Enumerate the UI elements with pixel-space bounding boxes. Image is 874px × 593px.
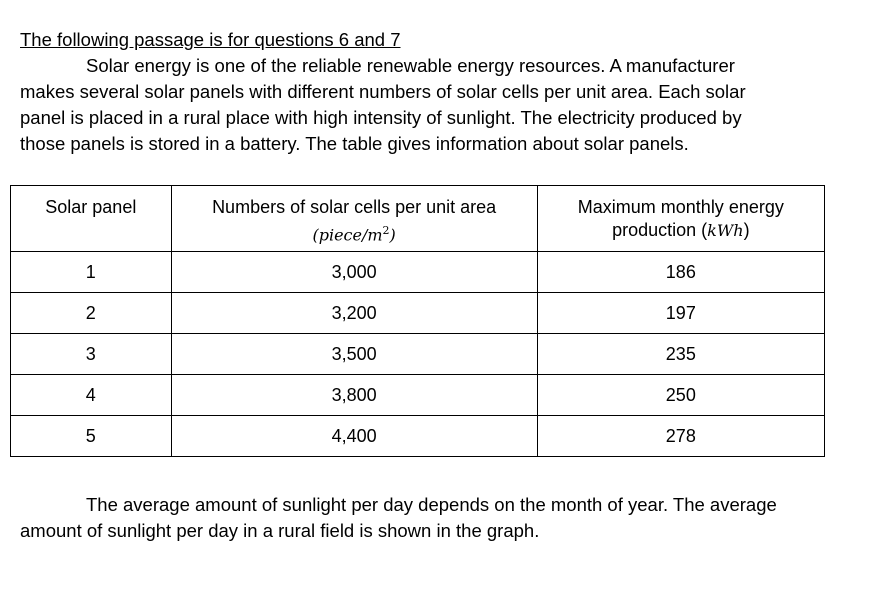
cell-panel: 3 <box>11 334 172 375</box>
table-row <box>11 416 825 457</box>
header-solar-panel: Solar panel <box>11 186 172 252</box>
cell-energy: 235 <box>537 334 824 375</box>
cell-panel: 1 <box>11 252 172 293</box>
cell-cells: 4,400 <box>171 416 537 457</box>
header-cells-unit: $(piece/m^2)$ <box>312 224 396 245</box>
table-row <box>11 252 825 293</box>
solar-panel-table <box>10 185 825 457</box>
intro-line-2: makes several solar panels with different numbers of solar cells per unit area. Each solar <box>20 81 746 102</box>
intro-line-4: those panels is stored in a battery. The table gives information about solar panels. <box>20 133 689 154</box>
table-row <box>11 375 825 416</box>
sunlight-line-1: The average amount of sunlight per day depends on the month of year. The average <box>86 494 777 515</box>
cell-cells: 3,000 <box>171 252 537 293</box>
cell-panel: 4 <box>11 375 172 416</box>
header-cells-label: Numbers of solar cells per unit area <box>212 197 497 217</box>
cell-cells: 3,200 <box>171 293 537 334</box>
table-row <box>11 334 825 375</box>
cell-cells: 3,800 <box>171 375 537 416</box>
intro-line-1: Solar energy is one of the reliable renewable energy resources. A manufacturer <box>86 55 735 76</box>
table-row <box>11 293 825 334</box>
header-cells-per-area <box>171 186 537 252</box>
cell-panel: 2 <box>11 293 172 334</box>
table-header-row <box>11 186 825 252</box>
passage-heading: The following passage is for questions 6 and 7 <box>20 29 401 50</box>
sunlight-paragraph <box>20 492 850 544</box>
header-energy-production <box>537 186 824 252</box>
sunlight-line-2: amount of sunlight per day in a rural field is shown in the graph. <box>20 520 540 541</box>
cell-energy: 278 <box>537 416 824 457</box>
header-energy-unit: production (kWh) <box>612 220 750 240</box>
cell-energy: 186 <box>537 252 824 293</box>
cell-panel: 5 <box>11 416 172 457</box>
intro-line-3: panel is placed in a rural place with high intensity of sunlight. The electricity produced by <box>20 107 742 128</box>
cell-energy: 250 <box>537 375 824 416</box>
cell-energy: 197 <box>537 293 824 334</box>
cell-cells: 3,500 <box>171 334 537 375</box>
intro-paragraph <box>20 53 840 157</box>
header-energy-label: Maximum monthly energy <box>577 197 784 217</box>
